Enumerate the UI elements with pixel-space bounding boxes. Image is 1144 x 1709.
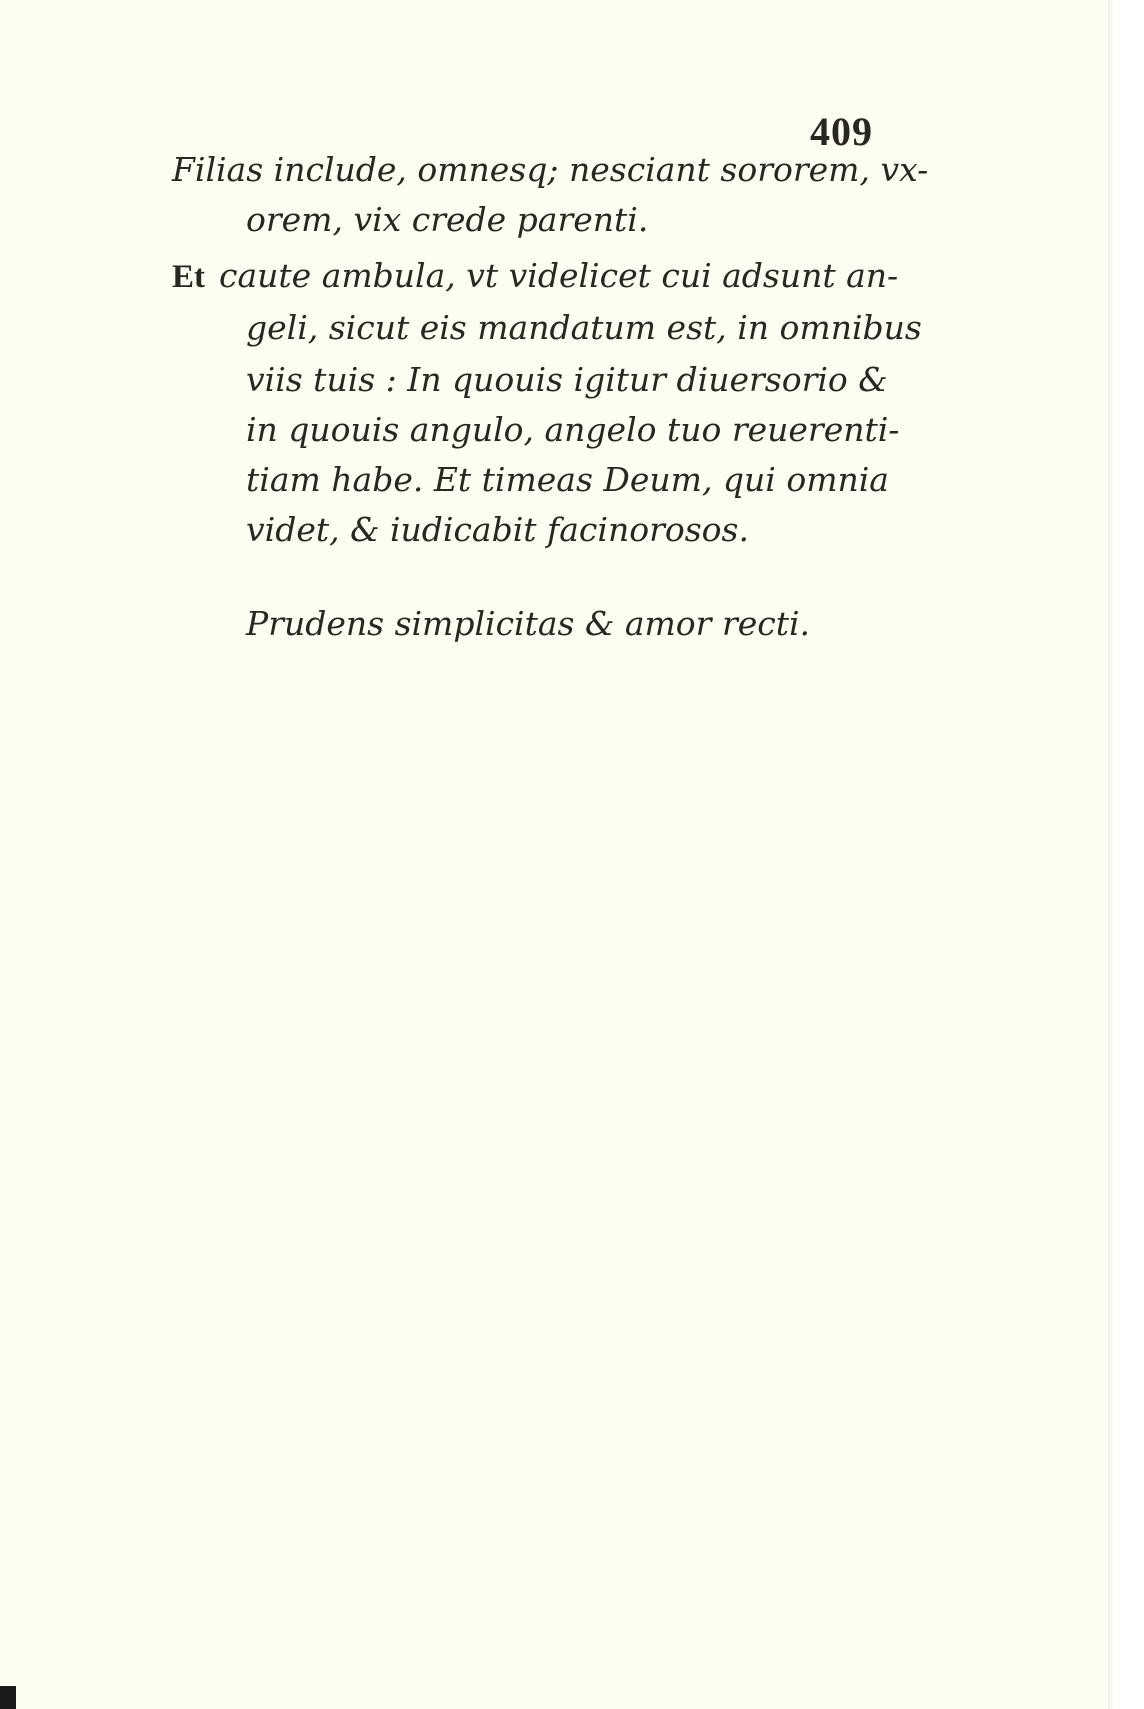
text-line: Filias include, omnesq; nesciant sororem, vx- xyxy=(172,150,929,189)
page-number: 409 xyxy=(810,109,873,154)
text-line-first xyxy=(172,256,898,297)
text-line: videt, & iudicabit facinorosos. xyxy=(246,510,749,549)
paragraph-initial-word: Et xyxy=(172,259,205,295)
text-line: tiam habe. Et timeas Deum, qui omnia xyxy=(246,460,889,499)
text-line: geli, sicut eis mandatum est, in omnibus xyxy=(246,308,922,347)
motto: Prudens simplicitas & amor recti. xyxy=(246,604,811,643)
text-line: caute ambula, vt videlicet cui adsunt an- xyxy=(219,256,899,295)
text-line: viis tuis : In quouis igitur diuersorio & xyxy=(246,360,888,399)
text-line: in quouis angulo, angelo tuo reuerenti- xyxy=(246,410,900,449)
text-line: orem, vix crede parenti. xyxy=(246,200,649,239)
